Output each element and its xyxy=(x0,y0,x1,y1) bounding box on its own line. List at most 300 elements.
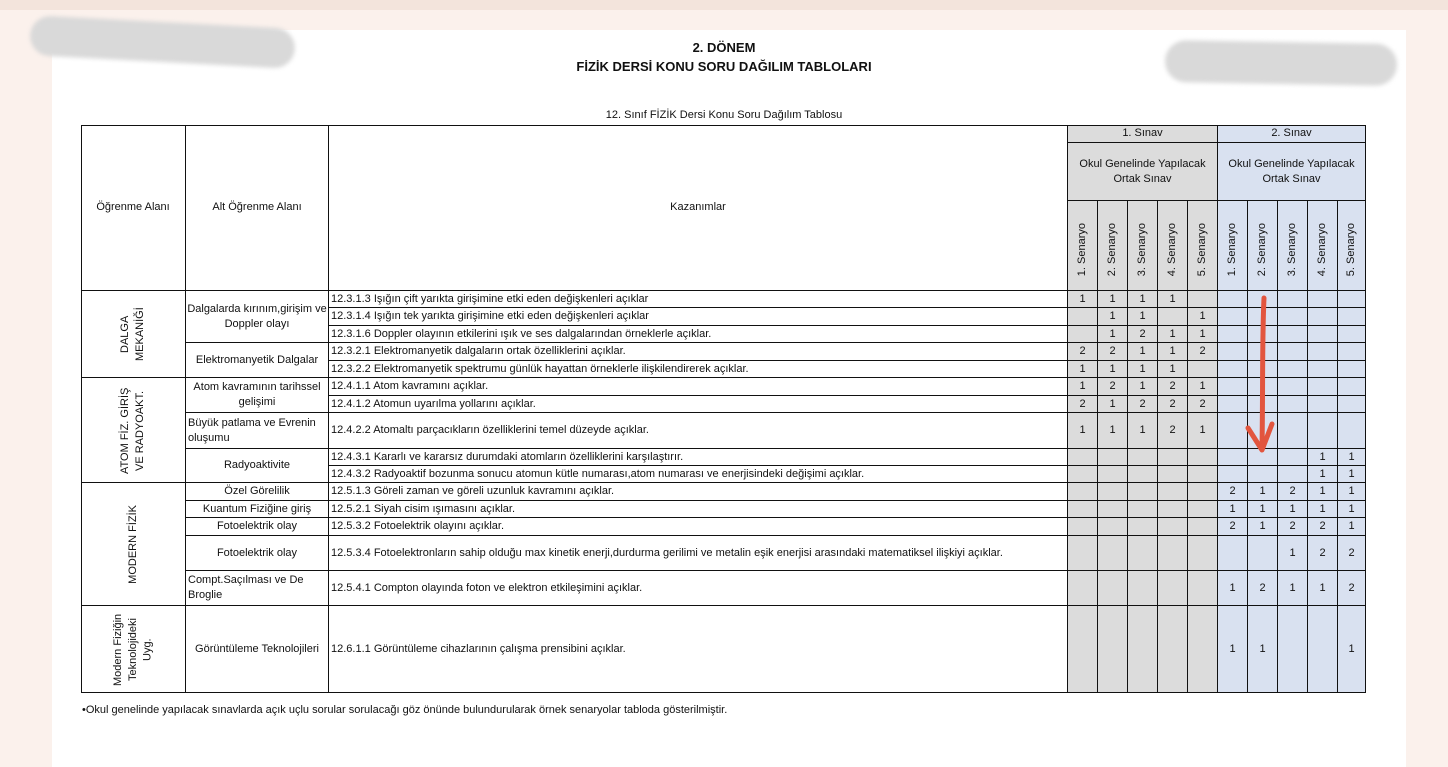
exam1-scenario-2-row-3 xyxy=(1098,326,1128,343)
exam2-scenario-2-row-13-text: 1 xyxy=(1259,520,1266,533)
exam1-scenario-1-row-9 xyxy=(1068,449,1098,466)
exam2-scenario-4-row-13 xyxy=(1308,518,1338,536)
header-exam-2-text: 2. Sınav xyxy=(1271,127,1312,140)
outcome-row-10 xyxy=(329,466,1068,483)
exam2-scenario-3-row-10 xyxy=(1278,466,1308,483)
sub-area-9 xyxy=(186,536,329,571)
exam2-scenario-5-row-15-text: 2 xyxy=(1348,581,1355,594)
exam2-scenario-5-row-11 xyxy=(1338,483,1366,501)
exam1-scenario-3-row-4-text: 1 xyxy=(1139,345,1146,358)
exam1-scenario-5-row-4 xyxy=(1188,343,1218,361)
exam2-scenario-2-row-8 xyxy=(1248,413,1278,449)
exam1-scenario-1-row-8 xyxy=(1068,413,1098,449)
header-scenario-exam2-2-text: 2. Senaryo xyxy=(1256,222,1269,276)
exam2-scenario-1-row-12 xyxy=(1218,501,1248,518)
exam2-scenario-4-row-15 xyxy=(1308,571,1338,606)
outcome-row-2-text: 12.3.1.4 Işığın tek yarıkta girişimine etki eden değişkenleri açıklar xyxy=(331,310,649,323)
exam1-scenario-2-row-1-text: 1 xyxy=(1109,292,1116,305)
exam1-scenario-4-row-6-text: 2 xyxy=(1169,380,1176,393)
exam2-scenario-1-row-15 xyxy=(1218,571,1248,606)
exam2-scenario-2-row-12-text: 1 xyxy=(1259,502,1266,515)
header-scenario-exam2-4-text: 4. Senaryo xyxy=(1316,222,1329,276)
learning-area-3 xyxy=(81,483,186,606)
exam2-scenario-5-row-1 xyxy=(1338,291,1366,308)
exam2-scenario-5-row-14-text: 2 xyxy=(1348,546,1355,559)
sub-area-4-text: Büyük patlama ve Evrenin oluşumu xyxy=(188,416,316,444)
exam1-scenario-2-row-10 xyxy=(1098,466,1128,483)
exam1-scenario-5-row-3 xyxy=(1188,326,1218,343)
exam1-scenario-5-row-1 xyxy=(1188,291,1218,308)
exam1-scenario-1-row-14 xyxy=(1068,536,1098,571)
exam2-scenario-1-row-10 xyxy=(1218,466,1248,483)
exam1-scenario-1-row-7-text: 2 xyxy=(1079,397,1086,410)
exam1-scenario-4-row-11 xyxy=(1158,483,1188,501)
sub-area-3 xyxy=(186,378,329,413)
exam2-scenario-5-row-4 xyxy=(1338,343,1366,361)
exam2-scenario-5-row-3 xyxy=(1338,326,1366,343)
sub-area-8-text: Fotoelektrik olay xyxy=(216,520,298,533)
exam1-scenario-3-row-7 xyxy=(1128,396,1158,413)
exam1-scenario-5-row-11 xyxy=(1188,483,1218,501)
exam2-scenario-5-row-9-text: 1 xyxy=(1348,450,1355,463)
learning-area-1 xyxy=(81,291,186,378)
exam1-scenario-1-row-8-text: 1 xyxy=(1079,424,1086,437)
header-scenario-exam2-1-text: 1. Senaryo xyxy=(1226,222,1239,276)
exam2-scenario-5-row-12-text: 1 xyxy=(1348,502,1355,515)
exam1-scenario-5-row-14 xyxy=(1188,536,1218,571)
exam1-scenario-3-row-1-text: 1 xyxy=(1139,292,1146,305)
exam1-scenario-4-row-8-text: 2 xyxy=(1169,424,1176,437)
outcome-row-9-text: 12.4.3.1 Kararlı ve kararsız durumdaki atomların özelliklerini karşılaştırır. xyxy=(331,450,684,463)
exam2-scenario-4-row-12 xyxy=(1308,501,1338,518)
outcome-row-14 xyxy=(329,536,1068,571)
exam1-scenario-5-row-12 xyxy=(1188,501,1218,518)
exam1-scenario-1-row-1-text: 1 xyxy=(1079,292,1086,305)
exam1-scenario-2-row-12 xyxy=(1098,501,1128,518)
sub-area-1 xyxy=(186,291,329,343)
exam2-scenario-3-row-16 xyxy=(1278,606,1308,693)
outcome-row-7-text: 12.4.1.2 Atomun uyarılma yollarını açıklar. xyxy=(331,397,536,410)
exam2-scenario-3-row-1 xyxy=(1278,291,1308,308)
exam2-scenario-5-row-10 xyxy=(1338,466,1366,483)
exam1-scenario-1-row-4 xyxy=(1068,343,1098,361)
sub-area-2 xyxy=(186,343,329,378)
exam2-scenario-5-row-5 xyxy=(1338,361,1366,378)
header-exam-1-text: 1. Sınav xyxy=(1122,127,1163,140)
exam2-scenario-2-row-16 xyxy=(1248,606,1278,693)
header-scenario-exam1-2-text: 2. Senaryo xyxy=(1106,222,1119,276)
header-sub-area xyxy=(186,125,329,291)
exam2-scenario-4-row-8 xyxy=(1308,413,1338,449)
exam1-scenario-3-row-14 xyxy=(1128,536,1158,571)
exam2-scenario-3-row-13-text: 2 xyxy=(1289,520,1296,533)
outcome-row-7 xyxy=(329,396,1068,413)
exam1-scenario-1-row-12 xyxy=(1068,501,1098,518)
exam2-scenario-4-row-7 xyxy=(1308,396,1338,413)
exam1-scenario-3-row-1 xyxy=(1128,291,1158,308)
exam1-scenario-5-row-2 xyxy=(1188,308,1218,326)
exam2-scenario-4-row-14-text: 2 xyxy=(1319,546,1326,559)
exam2-scenario-1-row-2 xyxy=(1218,308,1248,326)
exam1-scenario-3-row-5 xyxy=(1128,361,1158,378)
exam2-scenario-3-row-15-text: 1 xyxy=(1289,581,1296,594)
outcome-row-3-text: 12.3.1.6 Doppler olayının etkilerini ışık ve ses dalgalarından örneklerle açıklar. xyxy=(331,327,712,340)
sub-area-5-text: Radyoaktivite xyxy=(223,459,291,472)
outcome-row-3 xyxy=(329,326,1068,343)
exam1-scenario-1-row-3 xyxy=(1068,326,1098,343)
exam1-scenario-2-row-14 xyxy=(1098,536,1128,571)
exam2-scenario-1-row-5 xyxy=(1218,361,1248,378)
sub-area-9-text: Fotoelektrik olay xyxy=(216,546,298,559)
exam2-scenario-3-row-7 xyxy=(1278,396,1308,413)
exam1-scenario-2-row-7 xyxy=(1098,396,1128,413)
exam1-scenario-2-row-8 xyxy=(1098,413,1128,449)
exam2-scenario-4-row-3 xyxy=(1308,326,1338,343)
exam1-scenario-3-row-3-text: 2 xyxy=(1139,327,1146,340)
exam2-scenario-5-row-11-text: 1 xyxy=(1348,485,1355,498)
sub-area-7-text: Kuantum Fiziğine giriş xyxy=(202,502,312,515)
header-scenario-exam1-4 xyxy=(1158,201,1188,291)
exam1-scenario-1-row-16 xyxy=(1068,606,1098,693)
exam1-scenario-2-row-4 xyxy=(1098,343,1128,361)
exam1-scenario-5-row-13 xyxy=(1188,518,1218,536)
exam2-scenario-5-row-16 xyxy=(1338,606,1366,693)
exam1-scenario-4-row-5 xyxy=(1158,361,1188,378)
exam2-scenario-5-row-2 xyxy=(1338,308,1366,326)
exam1-scenario-3-row-13 xyxy=(1128,518,1158,536)
outcome-row-14-text: 12.5.3.4 Fotoelektronların sahip olduğu max kinetik enerji,durdurma gerilimi ve metalin eşik enerjisi arasındaki matematiksel ilişkiyi açıklar. xyxy=(331,546,1003,559)
exam1-scenario-2-row-5-text: 1 xyxy=(1109,362,1116,375)
sub-area-4 xyxy=(186,413,329,449)
exam2-scenario-4-row-14 xyxy=(1308,536,1338,571)
exam2-scenario-4-row-12-text: 1 xyxy=(1319,502,1326,515)
exam1-scenario-3-row-2-text: 1 xyxy=(1139,310,1146,323)
exam1-scenario-3-row-9 xyxy=(1128,449,1158,466)
exam2-scenario-5-row-10-text: 1 xyxy=(1348,467,1355,480)
exam2-scenario-4-row-2 xyxy=(1308,308,1338,326)
exam2-scenario-2-row-13 xyxy=(1248,518,1278,536)
exam2-scenario-3-row-2 xyxy=(1278,308,1308,326)
outcome-row-2 xyxy=(329,308,1068,326)
header-exam-2 xyxy=(1218,125,1366,143)
header-scenario-exam1-5 xyxy=(1188,201,1218,291)
exam2-scenario-2-row-9 xyxy=(1248,449,1278,466)
sub-area-8 xyxy=(186,518,329,536)
header-common-exam-1 xyxy=(1068,143,1218,201)
header-scenario-exam2-5 xyxy=(1338,201,1366,291)
outcome-row-4 xyxy=(329,343,1068,361)
exam1-scenario-5-row-3-text: 1 xyxy=(1199,327,1206,340)
exam2-scenario-4-row-9-text: 1 xyxy=(1319,450,1326,463)
exam1-scenario-1-row-4-text: 2 xyxy=(1079,345,1086,358)
sub-area-3-text: Atom kavramının tarihssel gelişimi xyxy=(193,381,321,408)
header-scenario-exam1-3 xyxy=(1128,201,1158,291)
exam1-scenario-2-row-15 xyxy=(1098,571,1128,606)
exam1-scenario-3-row-12 xyxy=(1128,501,1158,518)
exam1-scenario-3-row-10 xyxy=(1128,466,1158,483)
exam2-scenario-3-row-14-text: 1 xyxy=(1289,546,1296,559)
header-outcomes-text: Kazanımlar xyxy=(670,201,726,214)
exam1-scenario-5-row-6-text: 1 xyxy=(1199,380,1206,393)
exam2-scenario-2-row-15 xyxy=(1248,571,1278,606)
exam2-scenario-1-row-9 xyxy=(1218,449,1248,466)
exam1-scenario-2-row-6 xyxy=(1098,378,1128,396)
exam1-scenario-1-row-11 xyxy=(1068,483,1098,501)
exam1-scenario-5-row-8-text: 1 xyxy=(1199,424,1206,437)
exam2-scenario-2-row-12 xyxy=(1248,501,1278,518)
exam2-scenario-5-row-16-text: 1 xyxy=(1348,642,1355,655)
exam1-scenario-3-row-4 xyxy=(1128,343,1158,361)
header-scenario-exam2-3-text: 3. Senaryo xyxy=(1286,222,1299,276)
exam2-scenario-1-row-12-text: 1 xyxy=(1229,502,1236,515)
exam2-scenario-2-row-11-text: 1 xyxy=(1259,485,1266,498)
exam1-scenario-5-row-16 xyxy=(1188,606,1218,693)
distribution-table xyxy=(81,125,1366,693)
exam1-scenario-4-row-12 xyxy=(1158,501,1188,518)
exam2-scenario-2-row-2 xyxy=(1248,308,1278,326)
exam2-scenario-4-row-11 xyxy=(1308,483,1338,501)
exam1-scenario-5-row-8 xyxy=(1188,413,1218,449)
header-scenario-exam2-2 xyxy=(1248,201,1278,291)
header-scenario-exam1-1-text: 1. Senaryo xyxy=(1076,222,1089,276)
exam1-scenario-3-row-11 xyxy=(1128,483,1158,501)
header-common-exam-2-text: Okul Genelinde Yapılacak Ortak Sınav xyxy=(1228,157,1355,185)
learning-area-2 xyxy=(81,378,186,483)
exam1-scenario-1-row-5-text: 1 xyxy=(1079,362,1086,375)
exam1-scenario-2-row-8-text: 1 xyxy=(1109,424,1116,437)
exam1-scenario-1-row-15 xyxy=(1068,571,1098,606)
exam1-scenario-5-row-4-text: 2 xyxy=(1199,345,1206,358)
learning-area-3-text: MODERN FİZİK xyxy=(126,504,139,584)
exam2-scenario-3-row-12-text: 1 xyxy=(1289,502,1296,515)
header-scenario-exam2-5-text: 5. Senaryo xyxy=(1345,222,1358,276)
exam1-scenario-3-row-3 xyxy=(1128,326,1158,343)
exam1-scenario-4-row-9 xyxy=(1158,449,1188,466)
exam2-scenario-1-row-13 xyxy=(1218,518,1248,536)
outcome-row-11-text: 12.5.1.3 Göreli zaman ve göreli uzunluk kavramını açıklar. xyxy=(331,485,615,498)
exam1-scenario-2-row-11 xyxy=(1098,483,1128,501)
outcome-row-6 xyxy=(329,378,1068,396)
outcome-row-6-text: 12.4.1.1 Atom kavramını açıklar. xyxy=(331,380,489,393)
exam2-scenario-1-row-11-text: 2 xyxy=(1229,485,1236,498)
exam2-scenario-2-row-3 xyxy=(1248,326,1278,343)
table-caption: 12. Sınıf FİZİK Dersi Konu Soru Dağılım Tablosu xyxy=(605,109,843,121)
exam1-scenario-1-row-6-text: 1 xyxy=(1079,380,1086,393)
exam1-scenario-1-row-7 xyxy=(1068,396,1098,413)
exam2-scenario-2-row-1 xyxy=(1248,291,1278,308)
term-title: 2. DÖNEM xyxy=(692,40,756,55)
exam2-scenario-1-row-14 xyxy=(1218,536,1248,571)
exam2-scenario-3-row-11-text: 2 xyxy=(1289,485,1296,498)
header-sub-area-text: Alt Öğrenme Alanı xyxy=(212,201,302,214)
exam2-scenario-3-row-3 xyxy=(1278,326,1308,343)
exam1-scenario-4-row-7-text: 2 xyxy=(1169,397,1176,410)
exam1-scenario-2-row-2 xyxy=(1098,308,1128,326)
exam2-scenario-4-row-10-text: 1 xyxy=(1319,467,1326,480)
exam1-scenario-4-row-14 xyxy=(1158,536,1188,571)
sub-area-11-text: Görüntüleme Teknolojileri xyxy=(195,642,319,655)
outcome-row-15-text: 12.5.4.1 Compton olayında foton ve elektron etkileşimini açıklar. xyxy=(331,581,643,594)
header-exam-1 xyxy=(1068,125,1218,143)
exam2-scenario-4-row-11-text: 1 xyxy=(1319,485,1326,498)
footnote: •Okul genelinde yapılacak sınavlarda açık uçlu sorular sorulacağı göz önünde bulundurularak örnek senaryolar tabloda gösterilmiştir. xyxy=(82,704,728,716)
outcome-row-8-text: 12.4.2.2 Atomaltı parçacıkların özelliklerini temel düzeyde açıklar. xyxy=(331,424,649,437)
exam1-scenario-1-row-1 xyxy=(1068,291,1098,308)
sub-area-6 xyxy=(186,483,329,501)
exam2-scenario-2-row-15-text: 2 xyxy=(1259,581,1266,594)
exam2-scenario-4-row-4 xyxy=(1308,343,1338,361)
exam2-scenario-4-row-6 xyxy=(1308,378,1338,396)
exam2-scenario-3-row-13 xyxy=(1278,518,1308,536)
learning-area-4 xyxy=(81,606,186,693)
outcome-row-9 xyxy=(329,449,1068,466)
outcome-row-8 xyxy=(329,413,1068,449)
main-title: FİZİK DERSİ KONU SORU DAĞILIM TABLOLARI xyxy=(576,59,872,74)
exam2-scenario-1-row-16-text: 1 xyxy=(1229,642,1236,655)
outcome-row-5-text: 12.3.2.2 Elektromanyetik spektrumu günlük hayattan örneklerle ilişkilendirerek açıklar. xyxy=(331,362,749,375)
exam1-scenario-2-row-13 xyxy=(1098,518,1128,536)
sub-area-11 xyxy=(186,606,329,693)
exam2-scenario-1-row-4 xyxy=(1218,343,1248,361)
exam2-scenario-4-row-9 xyxy=(1308,449,1338,466)
exam2-scenario-5-row-9 xyxy=(1338,449,1366,466)
exam1-scenario-3-row-6-text: 1 xyxy=(1139,380,1146,393)
exam1-scenario-3-row-8-text: 1 xyxy=(1139,424,1146,437)
exam1-scenario-1-row-5 xyxy=(1068,361,1098,378)
exam2-scenario-4-row-13-text: 2 xyxy=(1319,520,1326,533)
outcome-row-5 xyxy=(329,361,1068,378)
exam1-scenario-4-row-1 xyxy=(1158,291,1188,308)
header-outcomes xyxy=(329,125,1068,291)
outcome-row-16-text: 12.6.1.1 Görüntüleme cihazlarının çalışma prensibini açıklar. xyxy=(331,642,626,655)
exam1-scenario-3-row-8 xyxy=(1128,413,1158,449)
exam2-scenario-2-row-4 xyxy=(1248,343,1278,361)
exam2-scenario-1-row-1 xyxy=(1218,291,1248,308)
exam1-scenario-3-row-5-text: 1 xyxy=(1139,362,1146,375)
exam2-scenario-3-row-5 xyxy=(1278,361,1308,378)
sub-area-7 xyxy=(186,501,329,518)
outcome-row-13 xyxy=(329,518,1068,536)
exam1-scenario-4-row-3 xyxy=(1158,326,1188,343)
exam1-scenario-4-row-16 xyxy=(1158,606,1188,693)
header-learning-area-text: Öğrenme Alanı xyxy=(96,201,170,214)
exam1-scenario-5-row-7-text: 2 xyxy=(1199,397,1206,410)
header-scenario-exam1-1 xyxy=(1068,201,1098,291)
exam2-scenario-1-row-3 xyxy=(1218,326,1248,343)
exam1-scenario-1-row-13 xyxy=(1068,518,1098,536)
outcome-row-12 xyxy=(329,501,1068,518)
exam1-scenario-4-row-2 xyxy=(1158,308,1188,326)
exam2-scenario-1-row-6 xyxy=(1218,378,1248,396)
exam1-scenario-3-row-2 xyxy=(1128,308,1158,326)
exam2-scenario-1-row-8 xyxy=(1218,413,1248,449)
exam2-scenario-3-row-4 xyxy=(1278,343,1308,361)
top-band xyxy=(0,0,1448,10)
header-common-exam-1-text: Okul Genelinde Yapılacak Ortak Sınav xyxy=(1079,157,1206,185)
exam1-scenario-1-row-6 xyxy=(1068,378,1098,396)
outcome-row-10-text: 12.4.3.2 Radyoaktif bozunma sonucu atomun kütle numarası,atom numarası ve enerjisindeki değişimi açıklar. xyxy=(331,467,865,480)
exam2-scenario-4-row-5 xyxy=(1308,361,1338,378)
exam2-scenario-3-row-14 xyxy=(1278,536,1308,571)
exam1-scenario-4-row-4-text: 1 xyxy=(1169,345,1176,358)
exam1-scenario-3-row-6 xyxy=(1128,378,1158,396)
exam1-scenario-4-row-5-text: 1 xyxy=(1169,362,1176,375)
exam2-scenario-5-row-13 xyxy=(1338,518,1366,536)
exam1-scenario-4-row-4 xyxy=(1158,343,1188,361)
exam1-scenario-5-row-2-text: 1 xyxy=(1199,310,1206,323)
learning-area-4-text: Modern Fiziğin Teknolojideki Uyg. xyxy=(111,612,154,686)
exam1-scenario-5-row-5 xyxy=(1188,361,1218,378)
header-scenario-exam2-3 xyxy=(1278,201,1308,291)
exam1-scenario-4-row-13 xyxy=(1158,518,1188,536)
outcome-row-16 xyxy=(329,606,1068,693)
header-scenario-exam1-4-text: 4. Senaryo xyxy=(1166,222,1179,276)
sub-area-5 xyxy=(186,449,329,483)
exam2-scenario-3-row-6 xyxy=(1278,378,1308,396)
exam2-scenario-2-row-14 xyxy=(1248,536,1278,571)
sub-area-10 xyxy=(186,571,329,606)
exam2-scenario-3-row-8 xyxy=(1278,413,1308,449)
exam1-scenario-5-row-7 xyxy=(1188,396,1218,413)
sub-area-1-text: Dalgalarda kırınım,girişim ve Doppler olayı xyxy=(187,302,327,330)
exam2-scenario-3-row-11 xyxy=(1278,483,1308,501)
exam2-scenario-5-row-8 xyxy=(1338,413,1366,449)
header-scenario-exam1-2 xyxy=(1098,201,1128,291)
exam1-scenario-2-row-1 xyxy=(1098,291,1128,308)
exam1-scenario-2-row-5 xyxy=(1098,361,1128,378)
exam2-scenario-5-row-12 xyxy=(1338,501,1366,518)
exam1-scenario-1-row-10 xyxy=(1068,466,1098,483)
exam1-scenario-4-row-6 xyxy=(1158,378,1188,396)
outcome-row-4-text: 12.3.2.1 Elektromanyetik dalgaların ortak özelliklerini açıklar. xyxy=(331,345,626,358)
exam2-scenario-4-row-1 xyxy=(1308,291,1338,308)
exam1-scenario-2-row-4-text: 2 xyxy=(1109,345,1116,358)
header-scenario-exam2-1 xyxy=(1218,201,1248,291)
header-scenario-exam2-4 xyxy=(1308,201,1338,291)
exam2-scenario-2-row-11 xyxy=(1248,483,1278,501)
exam1-scenario-5-row-15 xyxy=(1188,571,1218,606)
exam2-scenario-1-row-16 xyxy=(1218,606,1248,693)
exam1-scenario-3-row-16 xyxy=(1128,606,1158,693)
exam2-scenario-1-row-11 xyxy=(1218,483,1248,501)
exam2-scenario-5-row-15 xyxy=(1338,571,1366,606)
exam2-scenario-3-row-12 xyxy=(1278,501,1308,518)
exam1-scenario-3-row-7-text: 2 xyxy=(1139,397,1146,410)
learning-area-1-text: DALGA MEKANİĞİ xyxy=(119,307,146,361)
exam1-scenario-4-row-3-text: 1 xyxy=(1169,327,1176,340)
exam1-scenario-2-row-9 xyxy=(1098,449,1128,466)
exam2-scenario-5-row-14 xyxy=(1338,536,1366,571)
exam2-scenario-5-row-6 xyxy=(1338,378,1366,396)
exam2-scenario-4-row-16 xyxy=(1308,606,1338,693)
exam2-scenario-3-row-9 xyxy=(1278,449,1308,466)
exam1-scenario-5-row-9 xyxy=(1188,449,1218,466)
exam1-scenario-2-row-2-text: 1 xyxy=(1109,310,1116,323)
exam1-scenario-4-row-8 xyxy=(1158,413,1188,449)
exam1-scenario-2-row-7-text: 1 xyxy=(1109,397,1116,410)
header-learning-area xyxy=(81,125,186,291)
outcome-row-13-text: 12.5.3.2 Fotoelektrik olayını açıklar. xyxy=(331,520,505,533)
exam2-scenario-5-row-7 xyxy=(1338,396,1366,413)
exam1-scenario-2-row-16 xyxy=(1098,606,1128,693)
sub-area-2-text: Elektromanyetik Dalgalar xyxy=(195,353,319,366)
header-scenario-exam1-3-text: 3. Senaryo xyxy=(1136,222,1149,276)
exam1-scenario-5-row-6 xyxy=(1188,378,1218,396)
exam1-scenario-2-row-3-text: 1 xyxy=(1109,327,1116,340)
exam2-scenario-4-row-15-text: 1 xyxy=(1319,581,1326,594)
exam1-scenario-3-row-15 xyxy=(1128,571,1158,606)
exam2-scenario-2-row-10 xyxy=(1248,466,1278,483)
